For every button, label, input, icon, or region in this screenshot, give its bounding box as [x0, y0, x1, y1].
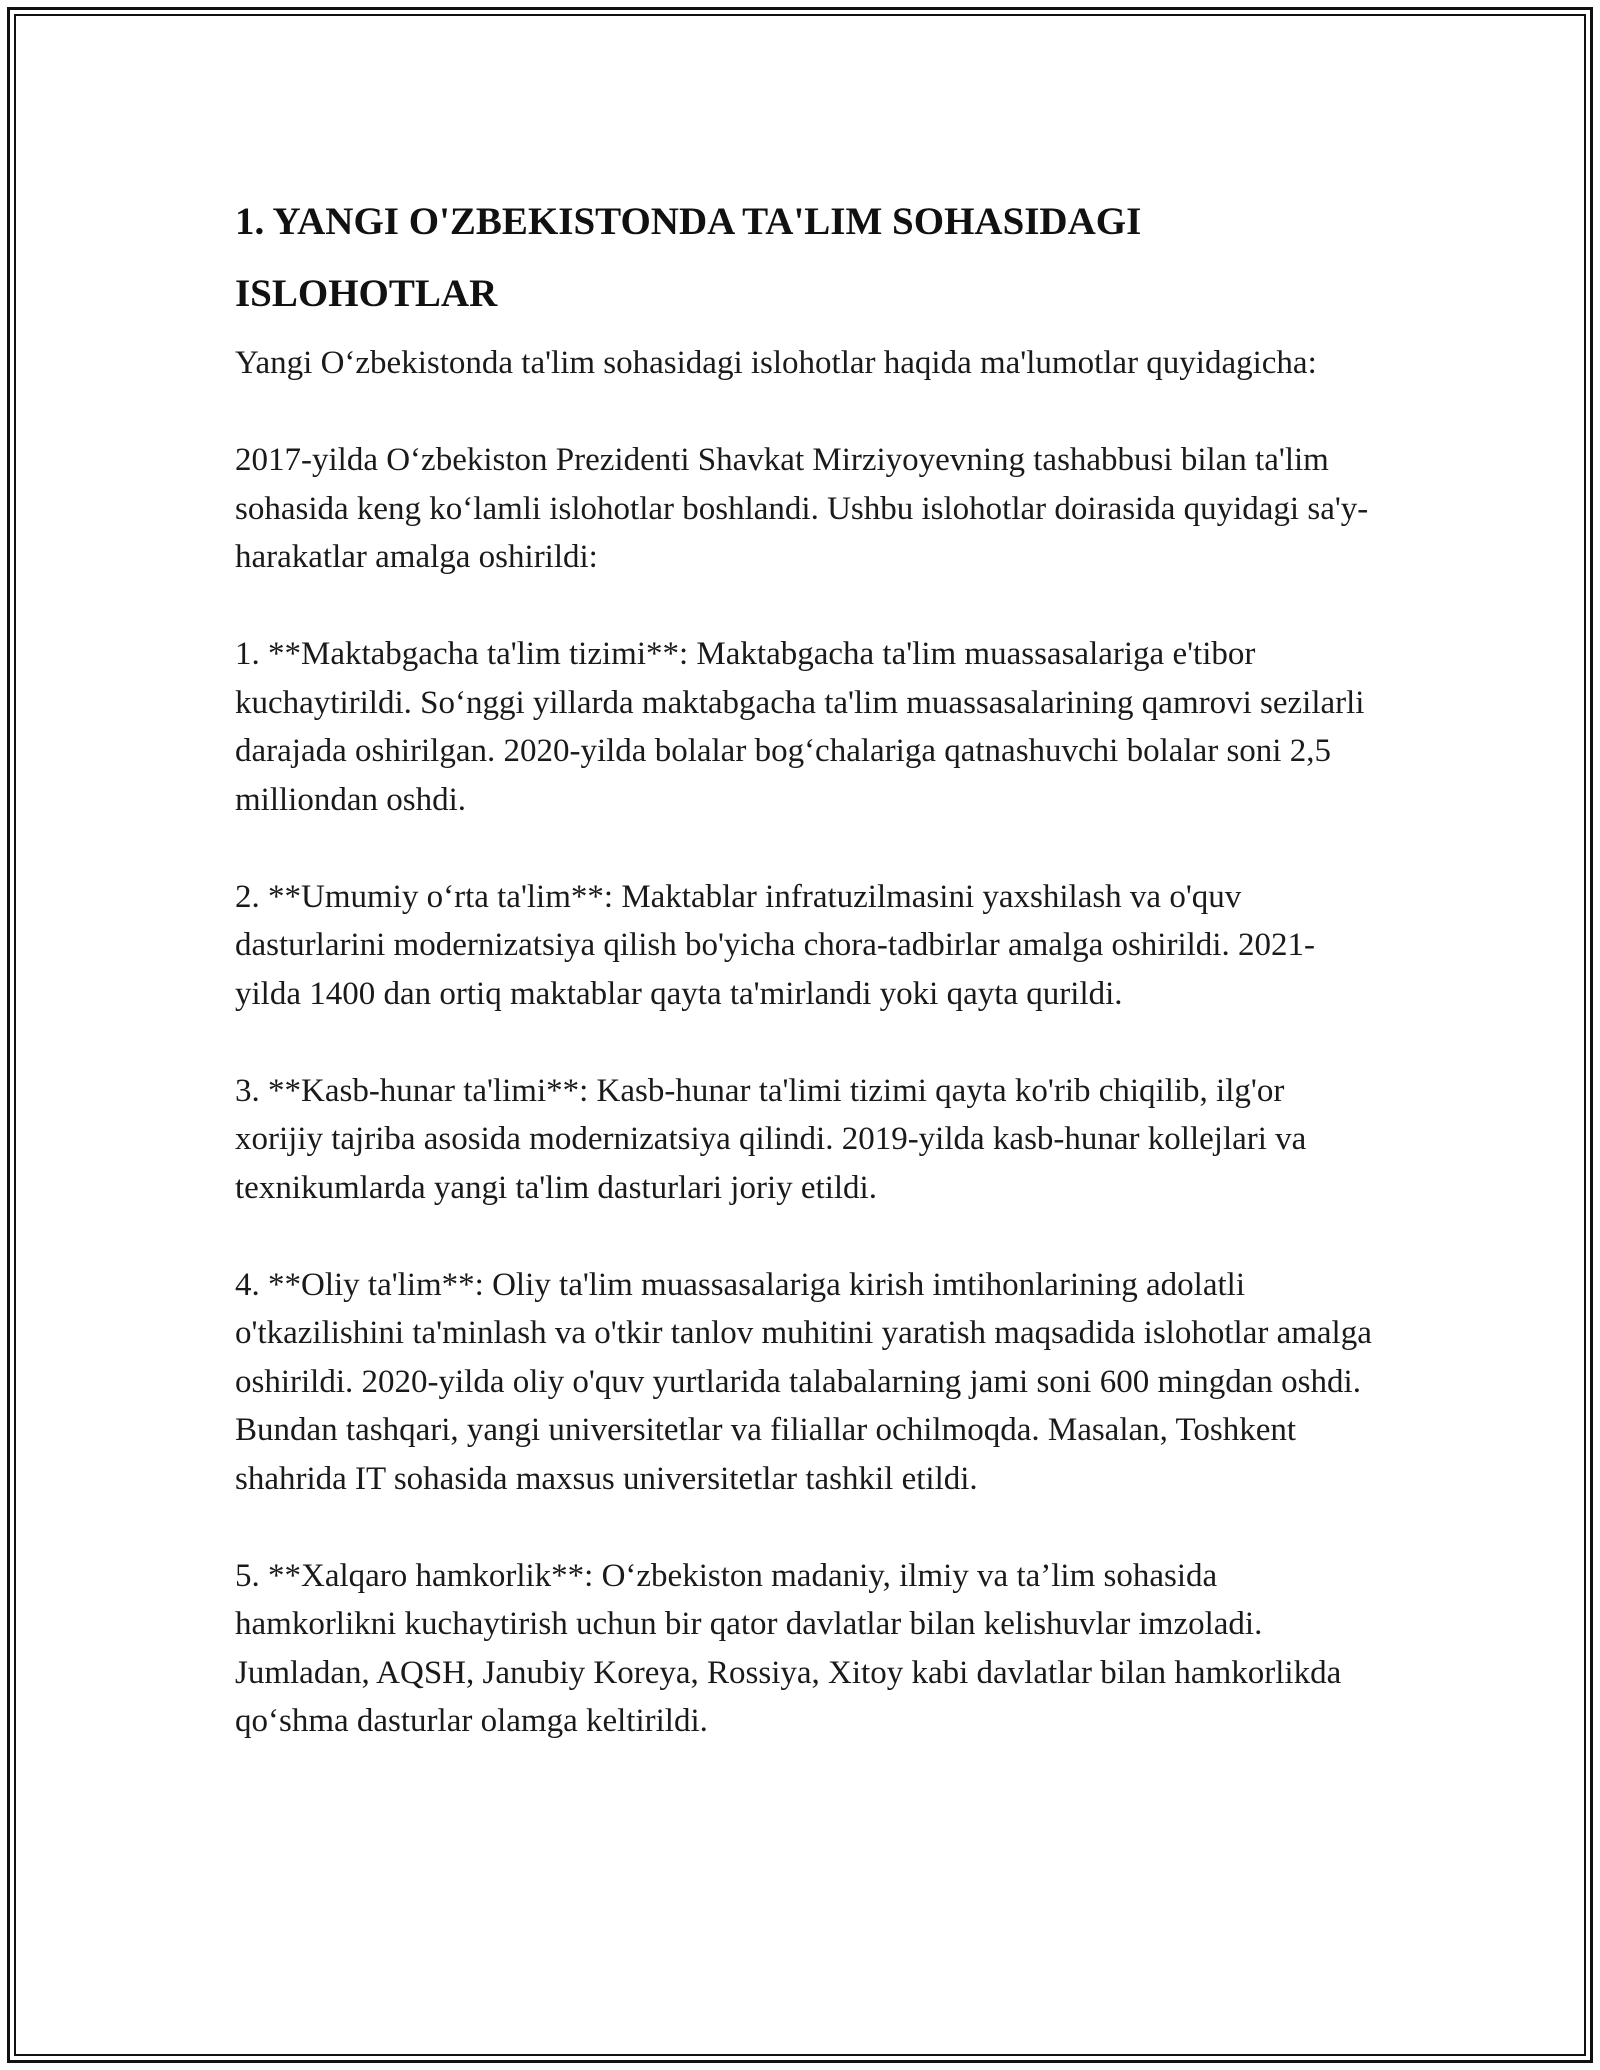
preschool-education-paragraph: 1. **Maktabgacha ta'lim tizimi**: Maktabgacha ta'lim muassasalariga e'tibor kuchaytirildi. So‘nggi yillarda maktabgacha ta'lim muassasalarining qamrovi sezilarli darajada oshirilgan. 2020-yilda bolalar bog‘chalariga qatnashuvchi bolalar soni 2,5 milliondan oshdi. [235, 636, 1365, 818]
higher-education-paragraph: 4. **Oliy ta'lim**: Oliy ta'lim muassasalariga kirish imtihonlarining adolatli o'tkazilishini ta'minlash va o'tkir tanlov muhitini yaratish maqsadida islohotlar amalga oshirildi. 2020-yilda oliy o'quv yurtlarida talabalarning jami soni 600 mingdan oshdi. Bundan tashqari, yangi universitetlar va filiallar ochilmoqda. Masalan, Toshkent shahrida IT sohasida maxsus universitetlar tashkil etildi. [235, 1266, 1372, 1497]
document-body [235, 186, 1380, 1794]
intro-paragraph: Yangi O‘zbekistonda ta'lim sohasidagi islohotlar haqida ma'lumotlar quyidagicha: [235, 345, 1317, 381]
general-secondary-education-paragraph: 2. **Umumiy o‘rta ta'lim**: Maktablar infratuzilmasini yaxshilash va o'quv dasturlarini modernizatsiya qilish bo'yicha chora-tadbirlar amalga oshirildi. 2021-yilda 1400 dan ortiq maktablar qayta ta'mirlandi yoki qayta qurildi. [235, 878, 1315, 1012]
document-title: 1. YANGI O'ZBEKISTONDA TA'LIM SOHASIDAGI ISLOHOTLAR [235, 200, 1142, 315]
vocational-education-paragraph: 3. **Kasb-hunar ta'limi**: Kasb-hunar ta'limi tizimi qayta ko'rib chiqilib, ilg'or xorijiy tajriba asosida modernizatsiya qilindi. 2019-yilda kasb-hunar kollejlari va texnikumlarda yangi ta'lim dasturlari joriy etildi. [235, 1072, 1307, 1206]
international-cooperation-paragraph: 5. **Xalqaro hamkorlik**: O‘zbekiston madaniy, ilmiy va ta’lim sohasida hamkorlikni kuchaytirish uchun bir qator davlatlar bilan kelishuvlar imzoladi. Jumladan, AQSH, Janubiy Koreya, Rossiya, Xitoy kabi davlatlar bilan hamkorlikda qo‘shma dasturlar olamga keltirildi. [235, 1557, 1342, 1739]
background-paragraph: 2017-yilda O‘zbekiston Prezidenti Shavkat Mirziyoyevning tashabbusi bilan ta'lim sohasida keng ko‘lamli islohotlar boshlandi. Ushbu islohotlar doirasida quyidagi sa'y-harakatlar amalga oshirildi: [235, 442, 1369, 575]
